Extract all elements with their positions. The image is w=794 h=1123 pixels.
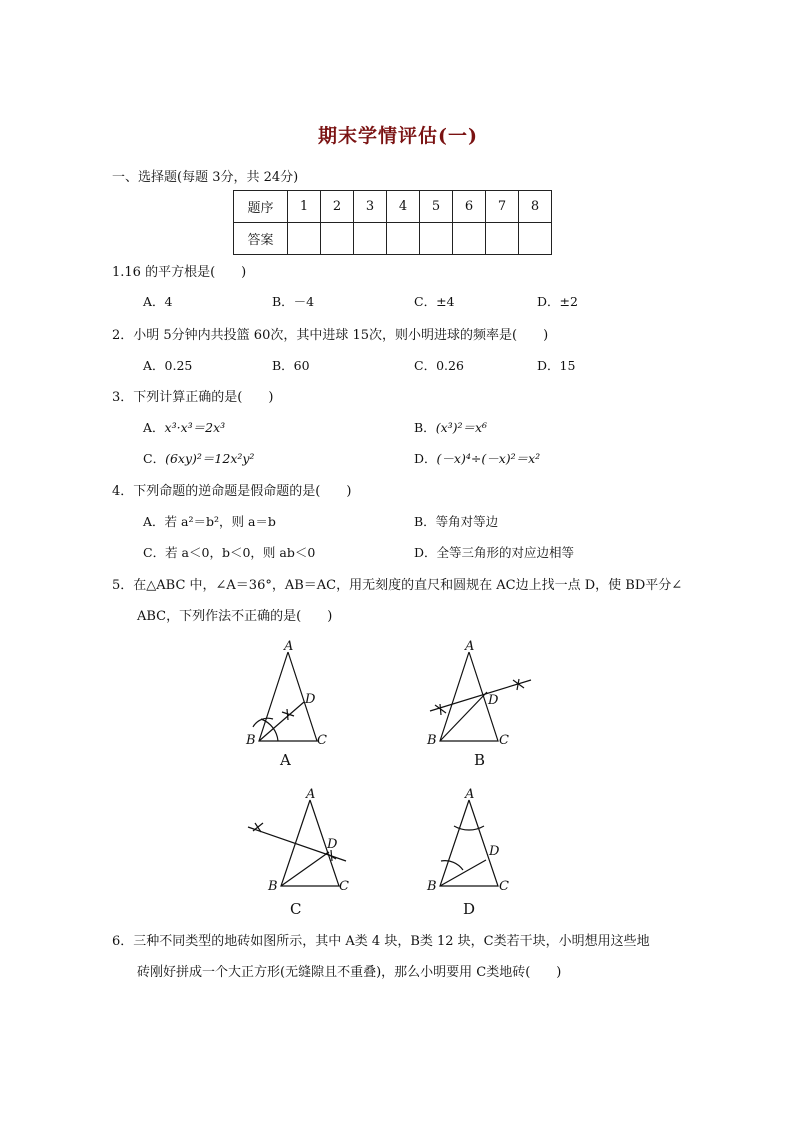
- question-4-option-d: D．全等三角形的对应边相等: [414, 545, 575, 560]
- question-2-option-b: B．60: [272, 358, 310, 373]
- question-number-cell: 1: [288, 191, 321, 223]
- vertex-label-d: D: [488, 693, 499, 708]
- vertex-label-b: B: [246, 733, 256, 748]
- page-title: 期末学情评估(一): [318, 125, 478, 147]
- table-row-label: 答案: [234, 223, 288, 255]
- vertex-label-c: C: [499, 733, 509, 748]
- question-2-stem: 2．小明 5分钟内共投篮 60次，其中进球 15次，则小明进球的频率是( ): [112, 328, 549, 343]
- option-letter: C．: [143, 451, 166, 466]
- vertex-label-b: B: [427, 733, 437, 748]
- figure-b: [430, 652, 531, 741]
- question-1-option-a: A．4: [143, 294, 173, 309]
- question-number-cell: 7: [486, 191, 519, 223]
- vertex-label-d: D: [327, 837, 338, 852]
- option-expression: (x³)²＝x⁶: [435, 420, 488, 435]
- question-3-stem: 3．下列计算正确的是( ): [112, 390, 274, 405]
- question-2-option-d: D．15: [537, 358, 576, 373]
- question-2-option-c: C．0.26: [414, 358, 464, 373]
- question-number-cell: 3: [354, 191, 387, 223]
- vertex-label-a: A: [465, 787, 475, 802]
- question-5-stem-line1: 5．在△ABC 中，∠A＝36°，AB＝AC，用无刻度的直尺和圆规在 AC边上找一点 D，使 BD平分∠: [112, 578, 683, 593]
- question-4-option-b: B．等角对等边: [414, 514, 499, 529]
- figure-caption-b: B: [474, 751, 486, 769]
- section-heading: 一、选择题(每题 3分，共 24分): [112, 170, 299, 185]
- vertex-label-c: C: [339, 879, 349, 894]
- figure-caption-c: C: [290, 900, 302, 918]
- vertex-label-c: C: [499, 879, 509, 894]
- question-1-option-b: B．－4: [272, 294, 315, 309]
- question-4-option-c: C．若 a＜0，b＜0，则 ab＜0: [143, 545, 316, 560]
- question-6-stem-line2: 砖刚好拼成一个大正方形(无缝隙且不重叠)，那么小明要用 C类地砖( ): [137, 965, 562, 980]
- question-1-option-d: D．±2: [537, 294, 578, 309]
- question-6-stem-line1: 6．三种不同类型的地砖如图所示，其中 A类 4 块，B类 12 块，C类若干块，小明想用这些地: [112, 934, 650, 949]
- vertex-label-d: D: [305, 692, 316, 707]
- question-number-cell: 4: [387, 191, 420, 223]
- vertex-label-b: B: [427, 879, 437, 894]
- vertex-label-a: A: [284, 639, 294, 654]
- vertex-label-a: A: [465, 639, 475, 654]
- question-1-stem: 1.16 的平方根是( ): [112, 265, 247, 280]
- vertex-label-d: D: [489, 844, 500, 859]
- table-row-label: 题序: [234, 191, 288, 223]
- question-number-cell: 6: [453, 191, 486, 223]
- vertex-label-a: A: [306, 787, 316, 802]
- question-4-option-a: A．若 a²＝b²，则 a＝b: [143, 514, 276, 529]
- question-number-cell: 5: [420, 191, 453, 223]
- option-letter: A．: [143, 420, 165, 435]
- question-number-cell: 8: [519, 191, 552, 223]
- option-expression: (－x)⁴÷(－x)²＝x²: [436, 451, 541, 466]
- option-letter: D．: [414, 451, 437, 466]
- option-expression: (6xy)²＝12x²y²: [165, 451, 255, 466]
- question-2-option-a: A．0.25: [143, 358, 193, 373]
- vertex-label-b: B: [268, 879, 278, 894]
- question-1-option-c: C．±4: [414, 294, 455, 309]
- figure-caption-a: A: [280, 751, 291, 769]
- question-number-cell: 2: [321, 191, 354, 223]
- question-5-stem-line2: ABC，下列作法不正确的是( ): [137, 609, 333, 624]
- figure-d: [440, 800, 498, 886]
- vertex-label-c: C: [317, 733, 327, 748]
- option-expression: x³·x³＝2x³: [164, 420, 226, 435]
- figure-caption-d: D: [463, 900, 476, 918]
- option-letter: B．: [414, 420, 436, 435]
- question-4-stem: 4．下列命题的逆命题是假命题的是( ): [112, 484, 352, 499]
